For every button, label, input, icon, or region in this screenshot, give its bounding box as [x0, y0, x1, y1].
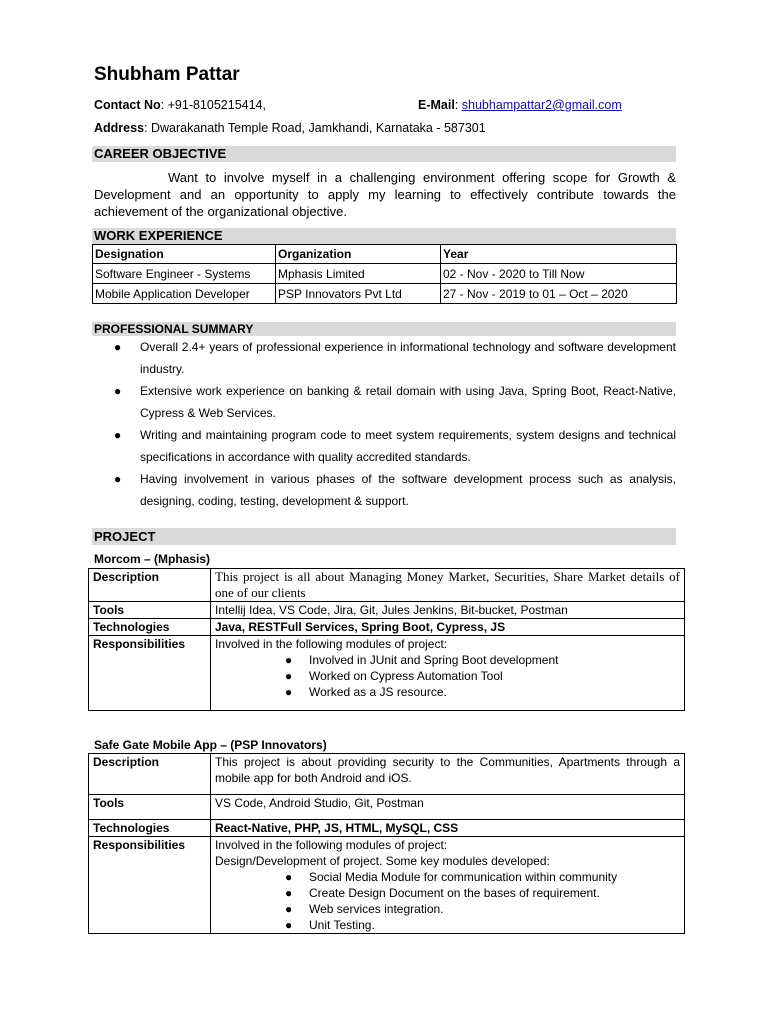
email-line — [418, 98, 622, 112]
email-separator: : — [454, 98, 459, 112]
address-line — [94, 121, 486, 135]
bullet-icon: ● — [114, 428, 122, 442]
address-label: Address — [94, 121, 145, 135]
label-responsibilities: Responsibilities — [89, 636, 211, 711]
table-row — [89, 602, 685, 619]
resp-intro-2: Design/Development of project. Some key modules developed: — [215, 854, 550, 868]
section-project: PROJECT — [92, 528, 676, 545]
table-row — [89, 619, 685, 636]
resp-item-text: Create Design Document on the bases of requirement. — [309, 886, 600, 900]
row-designation: Software Engineer - Systems — [93, 264, 276, 284]
summary-text: Having involvement in various phases of the software development process such as analysis, designing, coding, testing, development & support. — [140, 472, 676, 508]
label-description: Description — [89, 754, 211, 795]
bullet-icon: ● — [114, 340, 122, 354]
table-row — [89, 820, 685, 837]
bullet-icon: ● — [285, 685, 293, 699]
bullet-icon: ● — [285, 653, 293, 667]
list-item — [215, 901, 680, 917]
list-item — [215, 652, 680, 668]
resp-item-text: Worked as a JS resource. — [309, 685, 447, 699]
project-title: Morcom – (Mphasis) — [94, 552, 211, 566]
work-experience-table — [92, 244, 677, 304]
label-responsibilities: Responsibilities — [89, 837, 211, 934]
project-tools: VS Code, Android Studio, Git, Postman — [211, 795, 685, 820]
project-title: Safe Gate Mobile App – (PSP Innovators) — [94, 738, 327, 752]
resp-intro: Involved in the following modules of project: — [215, 838, 448, 852]
list-item — [215, 917, 680, 933]
list-item — [215, 869, 680, 885]
label-technologies: Technologies — [89, 619, 211, 636]
summary-text: Extensive work experience on banking & retail domain with using Java, Spring Boot, React-Native, Cypress & Web Services. — [140, 384, 676, 420]
list-item — [215, 885, 680, 901]
project-responsibilities — [211, 636, 685, 711]
row-designation: Mobile Application Developer — [93, 284, 276, 304]
resp-item-text: Worked on Cypress Automation Tool — [309, 669, 503, 683]
summary-text: Overall 2.4+ years of professional experience in informational technology and software development industry. — [140, 340, 676, 376]
table-row — [89, 754, 685, 795]
project-table — [88, 568, 685, 711]
table-header-row — [93, 245, 677, 264]
summary-text: Writing and maintaining program code to meet system requirements, system designs and technical specifications in accordance with quality accredited standards. — [140, 428, 676, 464]
section-career-objective: CAREER OBJECTIVE — [92, 146, 676, 162]
resp-item-text: Web services integration. — [309, 902, 444, 916]
project-description: This project is about providing security to the Communities, Apartments through a mobile app for both Android and iOS. — [211, 754, 685, 795]
bullet-icon: ● — [285, 669, 293, 683]
table-row — [93, 284, 677, 304]
resp-item-text: Social Media Module for communication within community — [309, 870, 618, 884]
project-technologies: React-Native, PHP, JS, HTML, MySQL, CSS — [211, 820, 685, 837]
table-row — [89, 636, 685, 711]
row-organization: Mphasis Limited — [276, 264, 441, 284]
contact-label: Contact No — [94, 98, 161, 112]
section-professional-summary: PROFESSIONAL SUMMARY — [92, 322, 676, 336]
email-link[interactable]: shubhampattar2@gmail.com — [461, 98, 622, 112]
summary-item — [94, 424, 676, 468]
bullet-icon: ● — [285, 886, 293, 900]
label-tools: Tools — [89, 795, 211, 820]
header-organization: Organization — [276, 245, 441, 264]
project-description: This project is all about Managing Money Market, Securities, Share Market details of one of our clients — [211, 569, 685, 602]
header-year: Year — [441, 245, 677, 264]
project-technologies: Java, RESTFull Services, Spring Boot, Cypress, JS — [211, 619, 685, 636]
bullet-icon: ● — [114, 384, 122, 398]
list-item — [215, 684, 680, 700]
header-designation: Designation — [93, 245, 276, 264]
row-organization: PSP Innovators Pvt Ltd — [276, 284, 441, 304]
table-row — [89, 795, 685, 820]
label-tools: Tools — [89, 602, 211, 619]
contact-value: : +91-8105215414, — [160, 98, 266, 112]
resp-item-text: Unit Testing. — [309, 918, 375, 932]
project-responsibilities — [211, 837, 685, 934]
label-description: Description — [89, 569, 211, 602]
label-technologies: Technologies — [89, 820, 211, 837]
list-item — [215, 668, 680, 684]
summary-item — [94, 468, 676, 512]
summary-item — [94, 336, 676, 380]
bullet-icon: ● — [285, 870, 293, 884]
bullet-icon: ● — [114, 472, 122, 486]
contact-line — [94, 98, 266, 112]
resp-item-text: Involved in JUnit and Spring Boot development — [309, 653, 559, 667]
project-table — [88, 753, 685, 934]
candidate-name: Shubham Pattar — [94, 64, 240, 85]
table-row — [89, 837, 685, 934]
bullet-icon: ● — [285, 918, 293, 932]
resp-intro: Involved in the following modules of project: — [215, 637, 448, 651]
summary-list — [94, 336, 676, 512]
address-value: : Dwarakanath Temple Road, Jamkhandi, Karnataka - 587301 — [144, 121, 486, 135]
table-row — [89, 569, 685, 602]
project-tools: Intellij Idea, VS Code, Jira, Git, Jules Jenkins, Bit-bucket, Postman — [211, 602, 685, 619]
section-work-experience: WORK EXPERIENCE — [92, 228, 676, 244]
row-year: 02 - Nov - 2020 to Till Now — [441, 264, 677, 284]
bullet-icon: ● — [285, 902, 293, 916]
row-year: 27 - Nov - 2019 to 01 – Oct – 2020 — [441, 284, 677, 304]
career-objective-text: Want to involve myself in a challenging environment offering scope for Growth & Development and an opportunity to apply my learning to effectively contribute towards the achievement of the organizational objective. — [94, 170, 676, 219]
email-label: E-Mail — [418, 98, 455, 112]
table-row — [93, 264, 677, 284]
summary-item — [94, 380, 676, 424]
